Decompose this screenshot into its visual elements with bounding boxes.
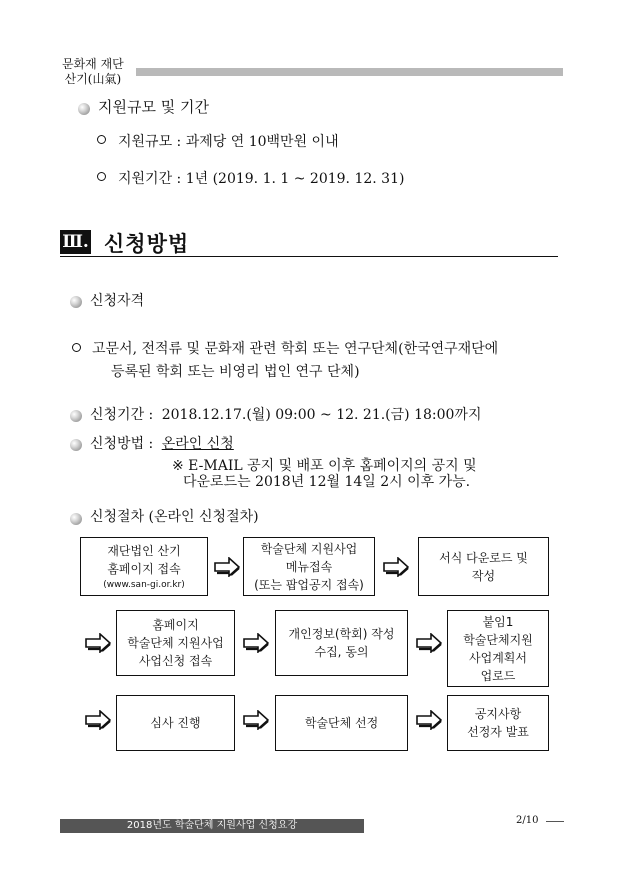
flow-step-text: 수집, 동의 [314, 645, 369, 659]
flow-step-text: 사업신청 접속 [138, 654, 213, 668]
flow-step-text: 선정자 발표 [467, 725, 529, 739]
flow-arrow-icon [85, 633, 111, 653]
bullet-ball-icon [70, 410, 82, 422]
period-value: 2018.12.17.(월) 09:00 ~ 12. 21.(금) 18:00까지 [161, 407, 482, 423]
flow-step-text: 공지사항 [474, 707, 522, 721]
flow-arrow-icon [383, 557, 409, 577]
flow-arrow-icon [243, 633, 269, 653]
flow-step-text: 서식 다운로드 및 [439, 550, 528, 565]
flow-step-upload [447, 610, 549, 687]
flow-step-url: (www.san-gi.or.kr) [103, 579, 185, 590]
header-bar [136, 68, 563, 76]
ring-bullet-icon [72, 343, 81, 352]
flow-step-text: 학술단체지원 [463, 632, 533, 647]
method-row [90, 433, 234, 453]
flow-step-homepage [80, 537, 208, 596]
flow-step-text: 학술단체 지원사업 [127, 636, 224, 650]
header-line-1: 문화재 재단 [62, 57, 124, 71]
flow-step-text: 학술단체 선정 [304, 716, 379, 730]
ring-bullet-icon [97, 172, 106, 181]
flow-step-privacy [275, 610, 408, 676]
flow-step-text: 학술단체 지원사업 [260, 541, 358, 556]
flow-step-text: 메뉴접속 [285, 559, 333, 574]
flow-arrow-icon [416, 710, 442, 730]
flow-arrow-icon [85, 710, 111, 730]
section-number: Ⅲ. [60, 230, 91, 254]
method-note-1: ※ E-MAIL 공지 및 배포 이후 홈페이지의 공지 및 [172, 458, 477, 474]
bullet-ball-icon [70, 513, 82, 525]
flow-step-text: 사업계획서 [469, 650, 527, 665]
footer-title: 2018년도 학술단체 지원사업 신청요강 [60, 819, 364, 833]
method-label: 신청방법 : [90, 436, 154, 452]
qualification-line-1: 고문서, 전적류 및 문화재 관련 학회 또는 연구단체(한국연구재단에 [92, 341, 499, 357]
qualification-line-2: 등록된 학회 또는 비영리 법인 연구 단체) [111, 364, 360, 380]
document-header [62, 57, 124, 87]
flow-step-text: 작성 [471, 568, 496, 583]
page-number: 2/10 [516, 815, 539, 826]
flow-step-selection [275, 695, 408, 751]
flow-arrow-icon [416, 633, 442, 653]
flow-step-apply [116, 610, 235, 676]
scale-title: 지원규모 및 기간 [98, 98, 209, 116]
flow-step-text: 붙임1 [482, 614, 514, 629]
flow-step-download [418, 537, 549, 596]
bullet-ball-icon [70, 439, 82, 451]
section-title: 신청방법 [104, 232, 190, 256]
procedure-title: 신청절차 (온라인 신청절차) [90, 509, 259, 525]
flow-step-text: 업로드 [480, 668, 516, 683]
method-value: 온라인 신청 [161, 436, 234, 452]
method-note-2: 다운로드는 2018년 12월 14일 2시 이후 가능. [183, 474, 471, 490]
flow-step-text: 홈페이지 [152, 618, 199, 632]
period-label: 신청기간 : [90, 407, 154, 423]
section-rule [60, 256, 558, 257]
flow-step-review [116, 695, 235, 751]
flow-step-text: 홈페이지 접속 [107, 561, 181, 576]
flow-step-text: (또는 팝업공지 접속) [254, 577, 364, 592]
flow-step-text: 심사 진행 [150, 716, 201, 730]
flow-step-menu [243, 537, 375, 596]
bullet-ball-icon [70, 296, 82, 308]
flow-step-text: 재단법인 산기 [107, 543, 181, 558]
flow-arrow-icon [214, 557, 240, 577]
footer-rule [546, 821, 564, 822]
flow-arrow-icon [243, 710, 269, 730]
header-line-2: 산기(山氣) [64, 72, 122, 86]
ring-bullet-icon [97, 135, 106, 144]
period-row [90, 404, 481, 424]
scale-item-period: 지원기간 : 1년 (2019. 1. 1 ~ 2019. 12. 31) [118, 171, 405, 187]
scale-item-amount: 지원규모 : 과제당 연 10백만원 이내 [118, 134, 339, 150]
flow-step-text: 개인정보(학회) 작성 [288, 627, 395, 641]
flow-step-announcement [447, 695, 549, 751]
bullet-ball-icon [78, 103, 90, 115]
qualification-title: 신청자격 [90, 293, 145, 309]
